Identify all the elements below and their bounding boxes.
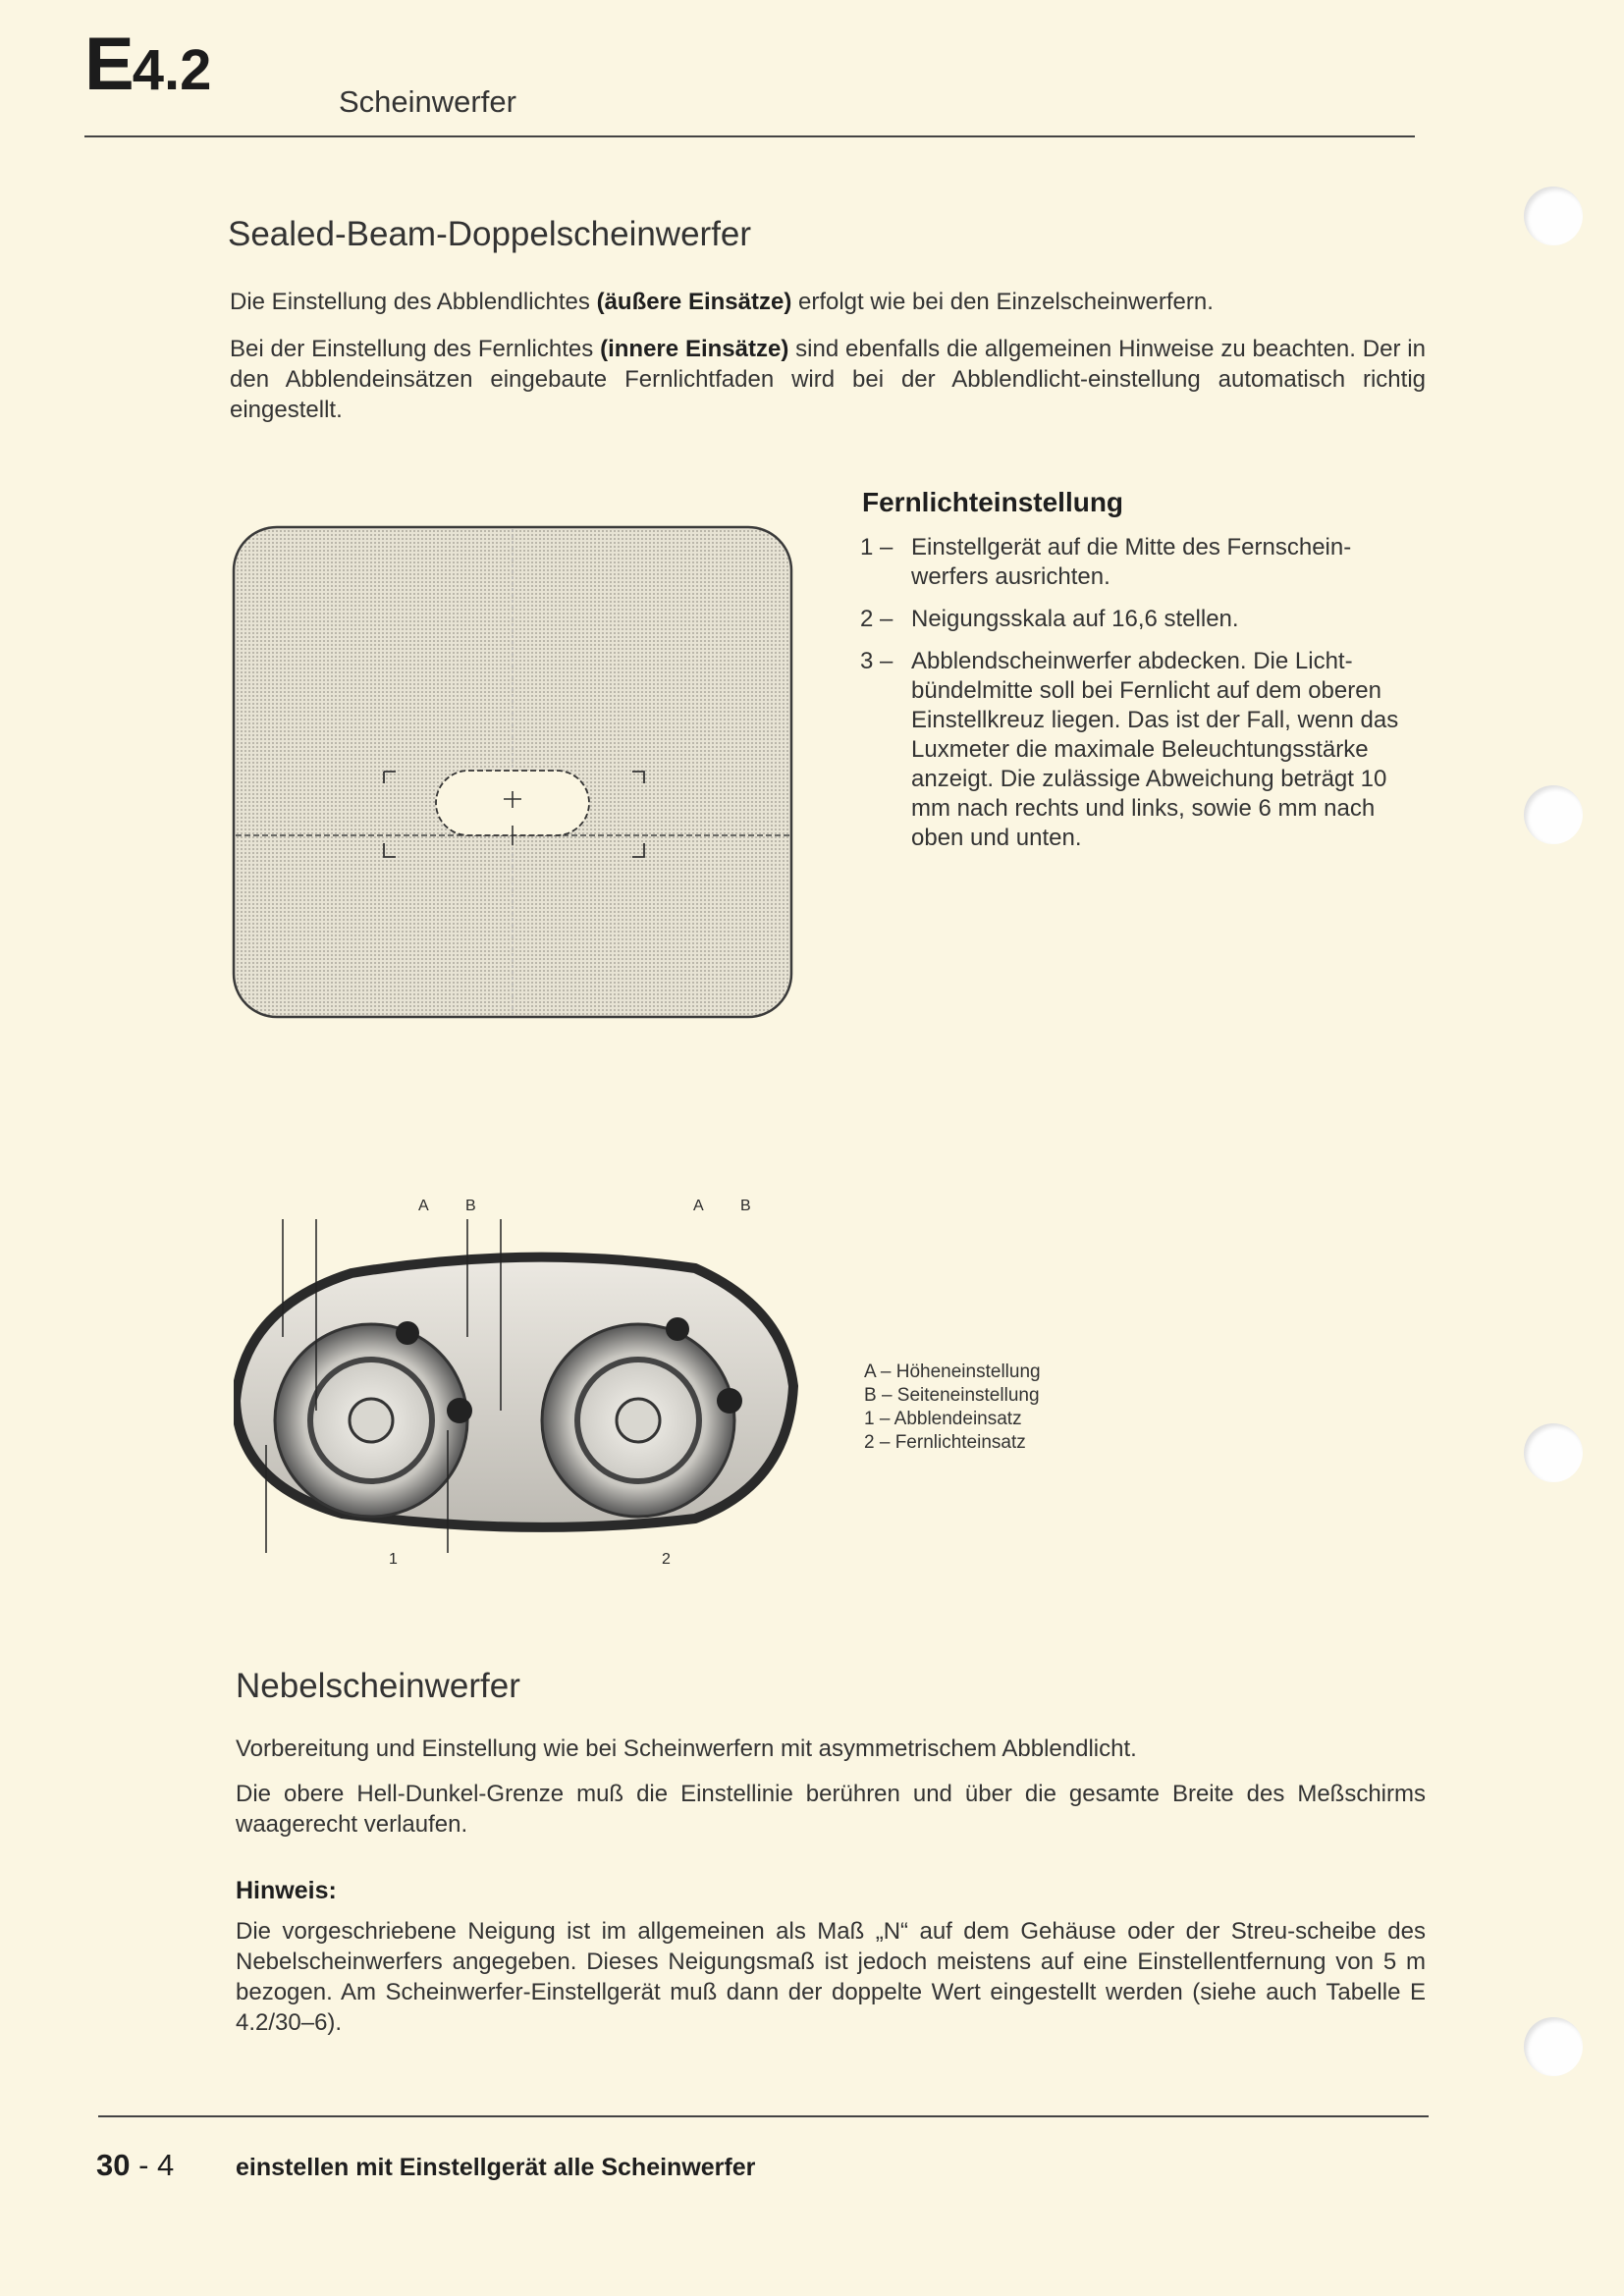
footer-rule bbox=[98, 2115, 1429, 2117]
label-2: 2 bbox=[662, 1551, 671, 1568]
photo-legend bbox=[864, 1361, 1041, 1455]
paragraph-cutoff: Die obere Hell-Dunkel-Grenze muß die Einstellinie berühren und über die gesamte Breite des Meßschirms waagerecht verlaufen. bbox=[236, 1781, 1426, 1838]
legend-item: B – Seiteneinstellung bbox=[864, 1385, 1040, 1406]
label-b-left: B bbox=[465, 1198, 476, 1214]
headlight-photo bbox=[234, 1219, 801, 1568]
vertical-adjuster bbox=[396, 1321, 419, 1345]
horizontal-adjuster bbox=[717, 1388, 742, 1414]
section-title: Scheinwerfer bbox=[339, 84, 516, 119]
paragraph-note: Die vorgeschriebene Neigung ist im allgemeinen als Maß „N“ auf dem Gehäuse oder der Streu-scheibe des Nebelscheinwerfers angegeben. Dieses Neigungsmaß ist jedoch meistens auf eine Einstellentfernung von 5 m bezogen. Am Scheinwerfer-Einstellgerät muß dann der doppelte Wert eingestellt werden (siehe auch Tabelle E 4.2/30–6). bbox=[236, 1918, 1426, 2036]
legend-item: 2 – Fernlichteinsatz bbox=[864, 1432, 1026, 1453]
fog-light-heading: Nebelscheinwerfer bbox=[236, 1667, 520, 1705]
label-a-left: A bbox=[418, 1198, 429, 1214]
horizontal-adjuster bbox=[447, 1398, 472, 1423]
header-rule bbox=[84, 135, 1415, 137]
section-code: E4.2 bbox=[84, 23, 212, 106]
legend-item: 1 – Abblendeinsatz bbox=[864, 1409, 1022, 1429]
legend-item: A – Höheneinstellung bbox=[864, 1362, 1041, 1382]
binder-hole bbox=[1524, 1423, 1583, 1482]
vertical-adjuster bbox=[666, 1317, 689, 1341]
step-item: 3 – Abblendscheinwerfer abdecken. Die Licht-bündelmitte soll bei Fernlicht auf dem oberen Einstellkreuz liegen. Das ist der Fall, wenn das Luxmeter die maximale Beleuchtungsstärke anzeigt. Die zulässige Abweichung beträgt 10 mm nach rechts und links, sowie 6 mm nach oben und unten. bbox=[860, 648, 1399, 851]
paragraph-high-beam: Bei der Einstellung des Fernlichtes (innere Einsätze) sind ebenfalls die allgemeinen Hinweise zu beachten. Der in den Abblendeinsätzen eingebaute Fernlichtfaden wird bei der Abblendlicht-einstellung automatisch richtig eingestellt. bbox=[230, 336, 1426, 423]
binder-hole bbox=[1524, 187, 1583, 245]
page-number: 30 - 4 bbox=[96, 2148, 175, 2182]
paragraph-preparation: Vorbereitung und Einstellung wie bei Scheinwerfern mit asymmetrischem Abblendlicht. bbox=[236, 1735, 1137, 1762]
paragraph-low-beam: Die Einstellung des Abblendlichtes (äußere Einsätze) erfolgt wie bei den Einzelscheinwerfern. bbox=[230, 289, 1214, 315]
binder-hole bbox=[1524, 785, 1583, 844]
label-a-right: A bbox=[693, 1198, 704, 1214]
note-heading: Hinweis: bbox=[236, 1877, 337, 1904]
step-item: 1 – Einstellgerät auf die Mitte des Fernschein-werfers ausrichten. bbox=[860, 534, 1352, 590]
aiming-screen-diagram bbox=[232, 525, 793, 1019]
label-1: 1 bbox=[389, 1551, 398, 1568]
high-beam-adjustment-heading: Fernlichteinstellung bbox=[862, 487, 1124, 517]
binder-hole bbox=[1524, 2017, 1583, 2076]
label-b-right: B bbox=[740, 1198, 751, 1214]
footer-caption: einstellen mit Einstellgerät alle Scheinwerfer bbox=[236, 2154, 756, 2181]
sealed-beam-heading: Sealed-Beam-Doppelscheinwerfer bbox=[228, 215, 752, 253]
step-item: 2 – Neigungsskala auf 16,6 stellen. bbox=[860, 606, 1239, 632]
adjustment-steps bbox=[860, 533, 1422, 866]
